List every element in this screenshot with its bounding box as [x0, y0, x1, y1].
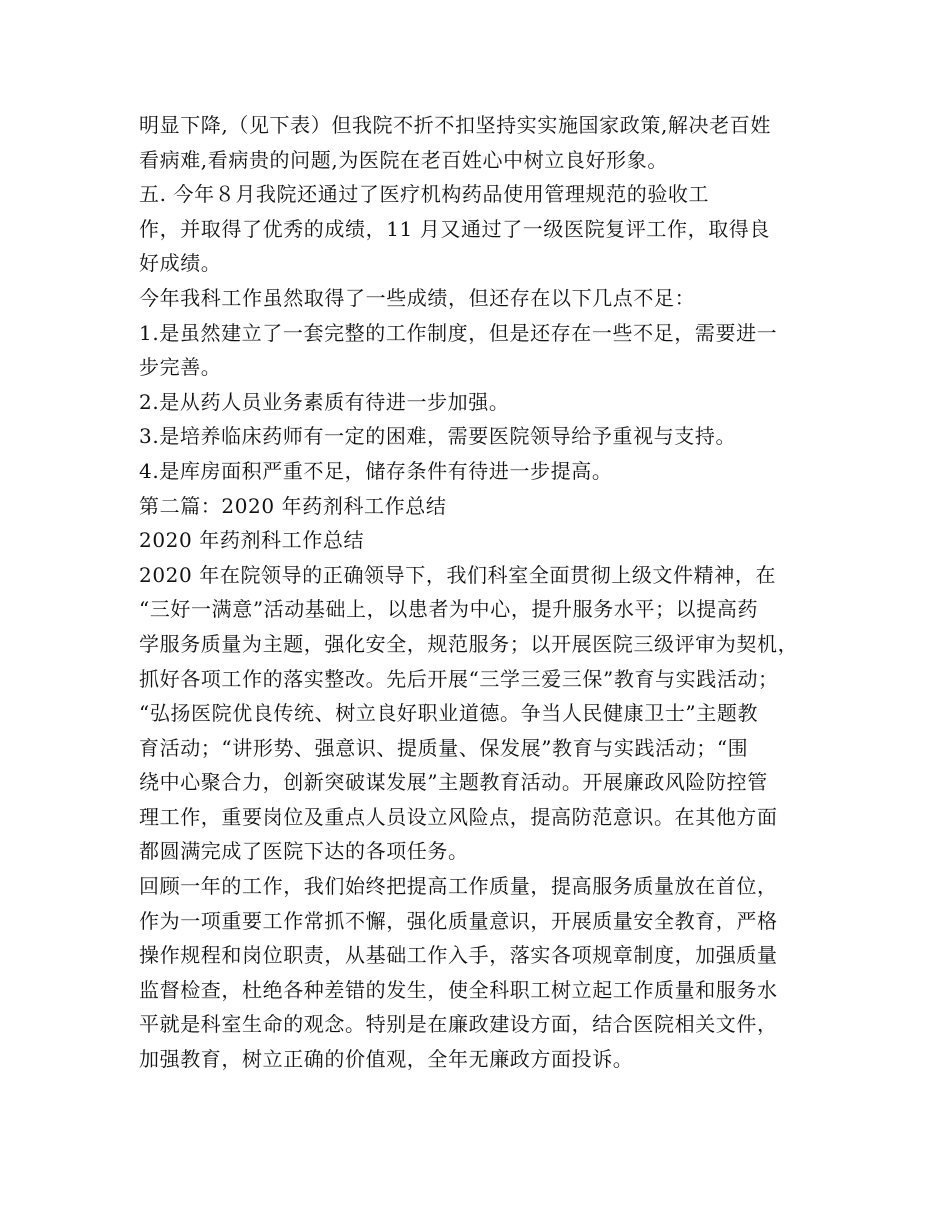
text-line: 看病难,看病贵的问题,为医院在老百姓心中树立良好形象。	[139, 147, 668, 172]
text-line: 抓好各项工作的落实整改。先后开展“三学三爱三保”教育与实践活动；	[139, 666, 779, 691]
text-line: 绕中心聚合力，创新突破谋发展”主题教育活动。开展廉政风险防控管	[139, 770, 768, 795]
text-line: 加强教育，树立正确的价值观，全年无廉政方面投诉。	[139, 1047, 634, 1072]
text-line: 4.是库房面积严重不足，储存条件有待进一步提高。	[139, 458, 613, 483]
text-line: 理工作，重要岗位及重点人员设立风险点，提高防范意识。在其他方面	[139, 804, 778, 829]
text-line: 五. 今年８月我院还通过了医疗机构药品使用管理规范的验收工	[139, 182, 710, 207]
text-line: “弘扬医院优良传统、树立良好职业道德。争当人民健康卫士”主题教	[139, 701, 759, 726]
text-line: 作，并取得了优秀的成绩，11 月又通过了一级医院复评工作，取得良	[139, 216, 771, 241]
document-body	[139, 108, 829, 1077]
text-line: 都圆满完成了医院下达的各项任务。	[139, 839, 469, 864]
text-line: 3.是培养临床药师有一定的困难，需要医院领导给予重视与支持。	[139, 424, 737, 449]
text-line: 今年我科工作虽然取得了一些成绩，但还存在以下几点不足：	[139, 285, 696, 310]
text-line: 2.是从药人员业务素质有待进一步加强。	[139, 389, 510, 414]
section-title: 2020 年药剂科工作总结	[139, 528, 365, 553]
text-line: 好成绩。	[139, 251, 222, 276]
text-line: 明显下降,（见下表）但我院不折不扣坚持实实施国家政策,解决老百姓	[139, 113, 771, 137]
text-line: 监督检查，杜绝各种差错的发生，使全科职工树立起工作质量和服务水	[139, 977, 778, 1002]
text-line: 1.是虽然建立了一套完整的工作制度，但是还存在一些不足，需要进一	[139, 320, 778, 345]
text-line: 作为一项重要工作常抓不懈，强化质量意识，开展质量安全教育，严格	[139, 908, 778, 933]
text-line: 平就是科室生命的观念。特别是在廉政建设方面，结合医院相关文件，	[139, 1012, 778, 1037]
text-line: 回顾一年的工作，我们始终把提高工作质量，提高服务质量放在首位，	[139, 874, 778, 899]
text-line: 2020 年在院领导的正确领导下，我们科室全面贯彻上级文件精神，在	[139, 562, 777, 587]
section-heading: 第二篇：2020 年药剂科工作总结	[139, 493, 447, 518]
text-line: 步完善。	[139, 355, 222, 380]
text-line: 操作规程和岗位职责，从基础工作入手，落实各项规章制度，加强质量	[139, 943, 778, 968]
text-line: “三好一满意”活动基础上，以患者为中心，提升服务水平；以提高药	[139, 597, 759, 622]
text-line: 学服务质量为主题，强化安全，规范服务；以开展医院三级评审为契机，	[139, 631, 799, 656]
text-line: 育活动；“讲形势、强意识、提质量、保发展”教育与实践活动；“围	[139, 735, 749, 760]
